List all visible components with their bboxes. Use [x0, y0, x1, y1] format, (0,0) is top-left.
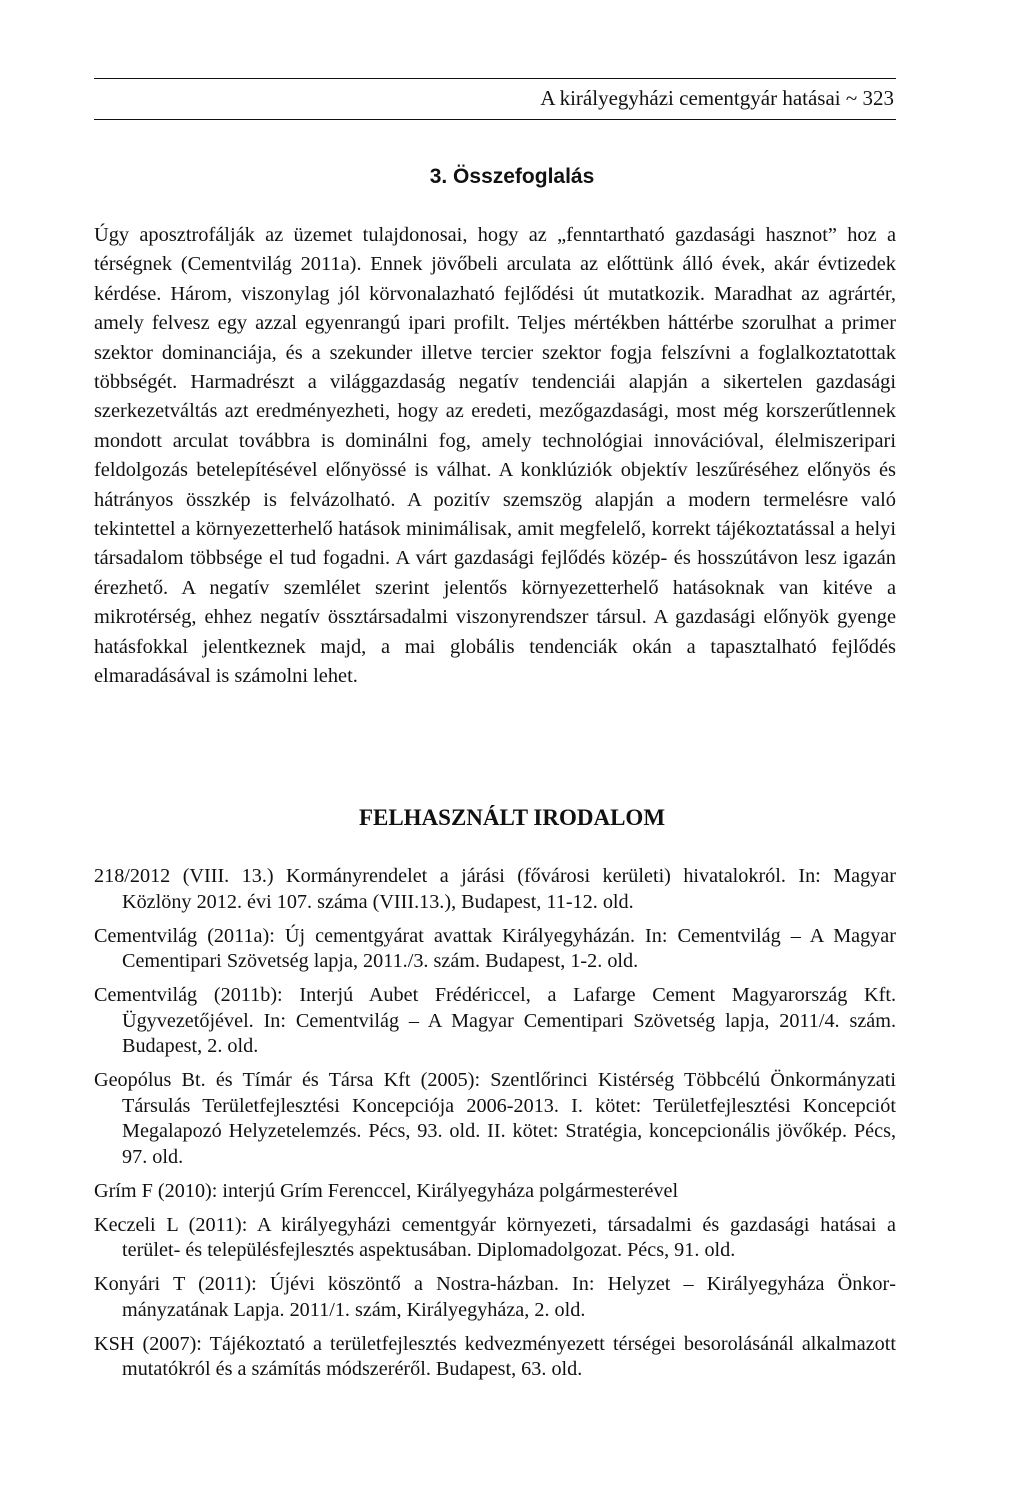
- running-header: [94, 78, 896, 120]
- running-header-title: A királyegyházi cementgyár hatásai ~ 323: [540, 86, 894, 110]
- reference-item: Cementvilág (2011a): Új cementgyárat avattak Királyegyházán. In: Cementvilág – A Magyar Cementipari Szövetség lapja, 2011./3. szám. Budapest, 1-2. old.: [94, 924, 896, 972]
- reference-item: Keczeli L (2011): A királyegyházi cementgyár környezeti, társadalmi és gazdasági hatásai a terület- és településfejlesztés aspektusában. Diplomadolgozat. Pécs, 91. old.: [94, 1213, 896, 1261]
- references-heading: FELHASZNÁLT IRODALOM: [358, 805, 666, 830]
- summary-paragraph: Úgy aposztrofálják az üzemet tulajdonosai, hogy az „fenntartható gazdasági hasznot” hoz a térségnek (Cementvilág 2011a). Ennek jövőbeli arculata az előttünk álló évek, akár évtizedek kérdése. Három, viszonylag jól körvonalazható fejlődési út mutatkozik. Maradhat az agrártér, amely felvesz egy azzal egyenrangú ipari profilt. Teljes mértékben háttérbe szorulhat a primer szektor dominanciája, és a szekunder illetve tercier szektor fogja felszívni a foglalkoztatottak többségét. Harmadrészt a világgazdaság negatív tendenciái alapján a sikertelen gazdasági szerkezetváltás azt eredményezheti, hogy az eredeti, mezőgazdasági, most még korszerűtlennek mondott arculat továbbra is dominálni fog, amely technológiai innovációval, élelmiszeripari feldolgozás betelepítésével előnyössé is válhat. A konklúziók objektív leszűréséhez előnyös és hátrányos összkép is felvázolható. A pozitív szemszög alapján a modern termelésre való tekintettel a környezetterhelő hatások minimálisak, amit megfelelő, korrekt tájékoztatással a helyi társadalom többsége el tud fogadni. A várt gazdasági fejlődés közép- és hosszútávon lesz igazán érezhető. A negatív szemlélet szerint jelentős környezetterhelő hatásoknak van kitéve a mikrotérség, ehhez negatív össztársadalmi viszonyrendszer társul. A gazdasági előnyök gyenge hatásfokkal jelentkeznek majd, a mai globális tendenciák okán a tapasztalható fejlődés elmaradásával is számolni lehet.: [94, 224, 896, 688]
- reference-item: Grím F (2010): interjú Grím Ferenccel, Királyegyháza polgármesterével: [94, 1179, 679, 1202]
- reference-list: [94, 864, 896, 1391]
- reference-item: KSH (2007): Tájékoztató a területfejlesztés kedvezményezett térségei besorolásánál alkalmazott mutatókról és a számítás módszeréről. Budapest, 63. old.: [94, 1332, 896, 1380]
- reference-item: Geopólus Bt. és Tímár és Társa Kft (2005): Szentlőrinci Kistérség Többcélú Önkormányzati Társulás Területfejlesztési Koncepciója 2006-2013. I. kötet: Területfejlesztési Koncepciót Megalapozó Helyzetelemzés. Pécs, 93. old. II. kötet: Stratégia, koncepcionális jövőkép. Pécs, 97. old.: [94, 1069, 896, 1168]
- reference-item: Konyári T (2011): Újévi köszöntő a Nostra-házban. In: Helyzet – Királyegyháza Önkormányzatának Lapja. 2011/1. szám, Királyegyháza, 2. old.: [94, 1273, 896, 1321]
- section-heading: 3. Összefoglalás: [429, 165, 595, 188]
- reference-item: Cementvilág (2011b): Interjú Aubet Frédériccel, a Lafarge Cement Magyarország Kft. Ügyvezetőjével. In: Cementvilág – A Magyar Cementipari Szövetség lapja, 2011/4. szám. Budapest, 2. old.: [94, 984, 896, 1057]
- reference-item: 218/2012 (VIII. 13.) Kormányrendelet a járási (fővárosi kerületi) hivatalokról. In: Magyar Közlöny 2012. évi 107. száma (VIII.13.), Budapest, 11-12. old.: [94, 865, 896, 913]
